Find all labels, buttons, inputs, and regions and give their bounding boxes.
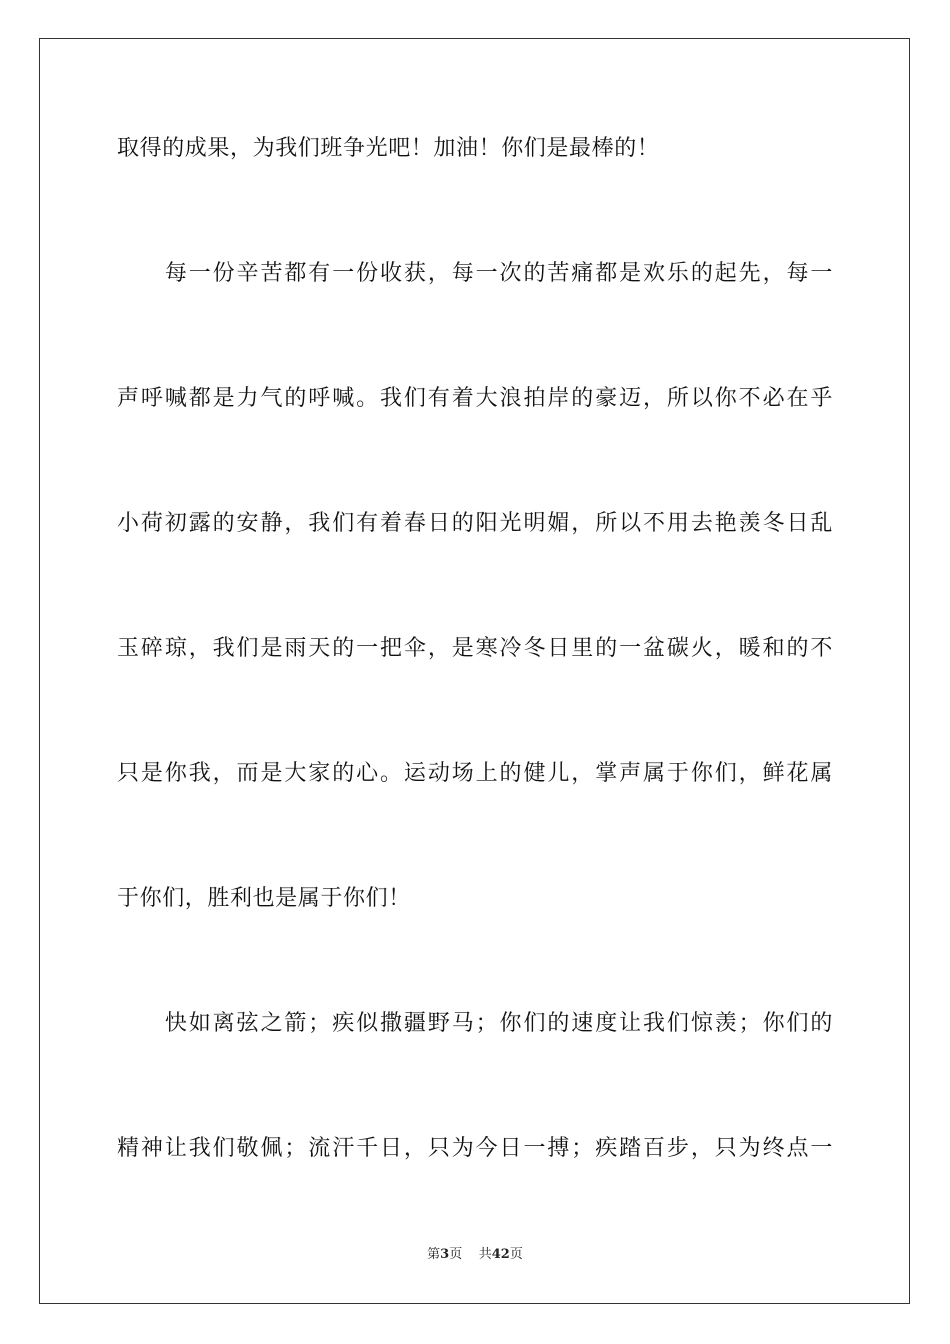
footer-page-number: 3 (440, 1247, 450, 1262)
page-border (39, 38, 910, 1304)
body-text-line-6: 只是你我，而是大家的心。运动场上的健儿，掌声属于你们，鲜花属 (117, 761, 833, 786)
body-text-line-9: 精神让我们敬佩；流汗千日，只为今日一搏；疾踏百步，只为终点一 (117, 1136, 833, 1161)
body-text-line-7: 于你们，胜利也是属于你们！ (117, 886, 411, 911)
body-text-line-2: 每一份辛苦都有一份收获，每一次的苦痛都是欢乐的起先，每一 (117, 261, 833, 286)
footer-page-suffix: 页 (449, 1247, 463, 1262)
footer-page-prefix: 第 (427, 1247, 441, 1262)
body-text-line-8: 快如离弦之箭；疾似撒疆野马；你们的速度让我们惊羡；你们的 (117, 1011, 833, 1036)
footer-total-suffix: 页 (509, 1247, 523, 1262)
body-text-line-5: 玉碎琼，我们是雨天的一把伞，是寒冷冬日里的一盆碳火，暖和的不 (117, 636, 833, 661)
body-text-line-1: 取得的成果，为我们班争光吧！加油！你们是最棒的！ (117, 136, 660, 161)
footer-total-pages: 42 (491, 1247, 510, 1262)
footer-total-prefix: 共 (478, 1247, 492, 1262)
body-text-line-4: 小荷初露的安静，我们有着春日的阳光明媚，所以不用去艳羡冬日乱 (117, 511, 833, 536)
page-footer (0, 1246, 950, 1264)
body-text-line-3: 声呼喊都是力气的呼喊。我们有着大浪拍岸的豪迈，所以你不必在乎 (117, 386, 833, 411)
